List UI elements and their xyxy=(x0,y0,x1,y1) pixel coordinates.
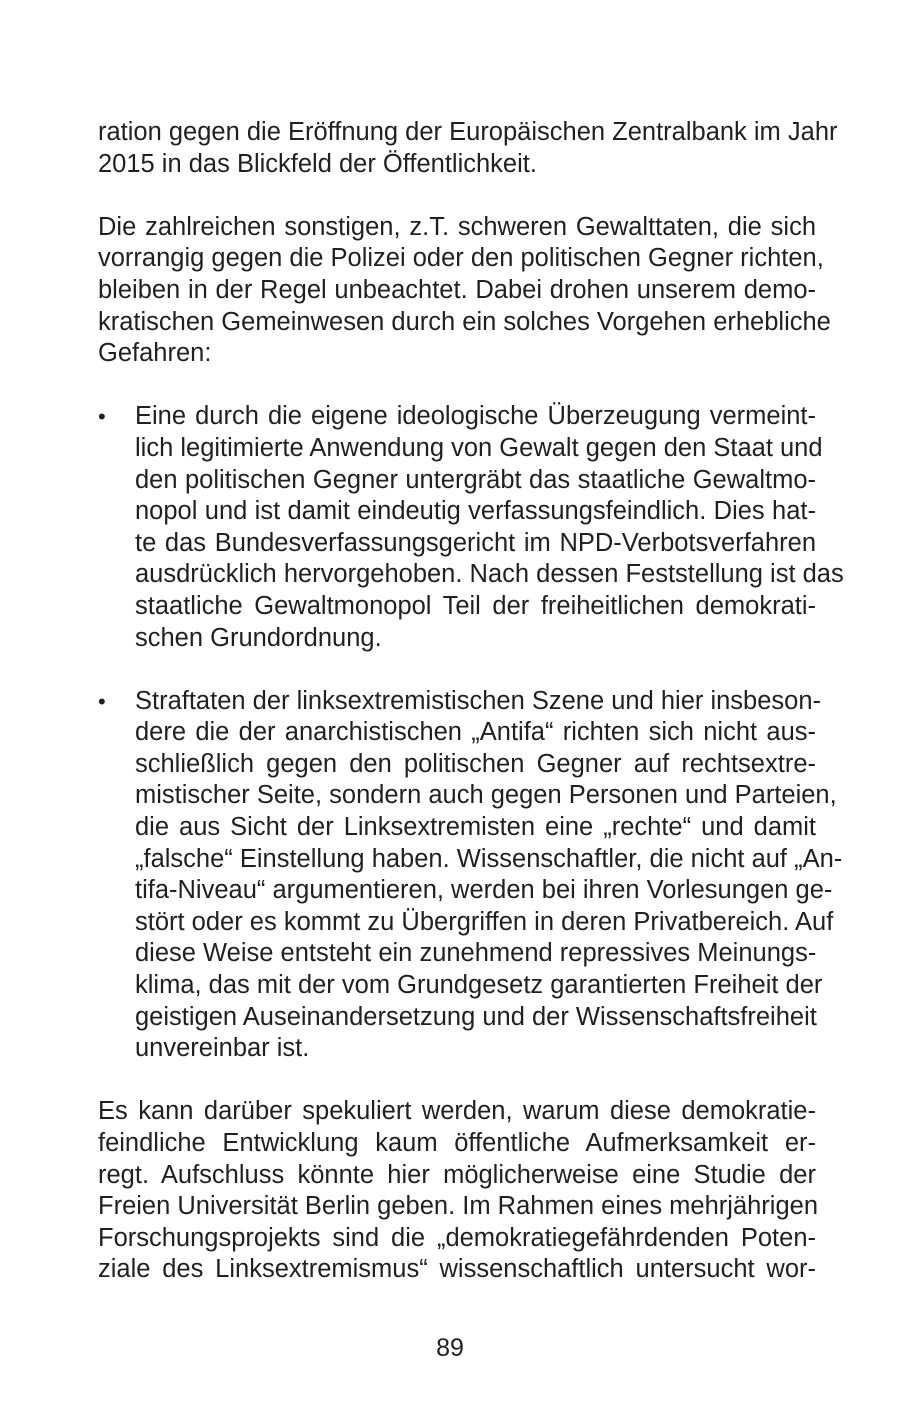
text-line: dere die der anarchistischen „Antifa“ richten sich nicht aus- xyxy=(135,718,816,747)
text-line: tifa-Niveau“ argumentieren, werden bei ihren Vorlesungen ge- xyxy=(135,876,833,905)
text-line: geistigen Auseinandersetzung und der Wissenschaftsfreiheit xyxy=(135,1002,817,1031)
text-line: Es kann darüber spekuliert werden, warum diese demokratie- xyxy=(98,1097,816,1126)
text-line: den politischen Gegner untergräbt das staatliche Gewaltmo- xyxy=(135,465,816,494)
text-line: Freien Universität Berlin geben. Im Rahmen eines mehrjährigen xyxy=(98,1192,819,1221)
paragraph-spacer xyxy=(98,370,816,402)
text-line: staatliche Gewaltmonopol Teil der freiheitlichen demokrati- xyxy=(135,591,816,620)
text-line: Straftaten der linksextremistischen Szene und hier insbeson- xyxy=(135,686,822,715)
text-line: mistischer Seite, sondern auch gegen Personen und Parteien, xyxy=(135,781,837,810)
text-line: regt. Aufschluss könnte hier möglicherweise eine Studie der xyxy=(98,1160,816,1189)
text-line: kratischen Gemeinwesen durch ein solches Vorgehen erhebliche xyxy=(98,307,831,336)
intro-paragraph xyxy=(98,117,838,180)
text-line: Eine durch die eigene ideologische Überzeugung vermeint- xyxy=(135,402,816,431)
text-line: diese Weise entsteht ein zunehmend repressives Meinungs- xyxy=(135,939,817,968)
text-line: „falsche“ Einstellung haben. Wissenschaftler, die nicht auf „An- xyxy=(135,844,843,873)
text-line: bleiben in der Regel unbeachtet. Dabei drohen unserem demo- xyxy=(98,275,816,304)
paragraph-spacer xyxy=(98,654,816,686)
text-line: stört oder es kommt zu Übergriffen in deren Privatbereich. Auf xyxy=(135,907,834,936)
study-paragraph xyxy=(98,1096,819,1286)
text-line: vorrangig gegen die Polizei oder den politischen Gegner richten, xyxy=(98,244,824,273)
text-line: Die zahlreichen sonstigen, z.T. schweren Gewalttaten, die sich xyxy=(98,212,816,241)
violence-paragraph xyxy=(98,212,831,370)
text-line: ausdrücklich hervorgehoben. Nach dessen Feststellung ist das xyxy=(135,560,844,589)
bullet-icon: • xyxy=(98,404,106,430)
paragraph-spacer xyxy=(98,1065,816,1097)
bullet-item-antifa xyxy=(98,686,843,1065)
text-line: Gefahren: xyxy=(98,339,212,368)
text-line: ziale des Linksextremismus“ wissenschaftlich untersucht wor- xyxy=(98,1255,816,1284)
text-line: lich legitimierte Anwendung von Gewalt gegen den Staat und xyxy=(135,433,823,462)
text-line: ration gegen die Eröffnung der Europäischen Zentralbank im Jahr xyxy=(98,118,838,146)
text-line: 2015 in das Blickfeld der Öffentlichkeit. xyxy=(98,149,537,178)
bullet-item-violence-monopoly xyxy=(98,401,844,654)
text-line: klima, das mit der vom Grundgesetz garantierten Freiheit der xyxy=(135,971,823,1000)
text-line: feindliche Entwicklung kaum öffentliche Aufmerksamkeit er- xyxy=(98,1129,816,1157)
text-line: te das Bundesverfassungsgericht im NPD-Verbotsverfahren xyxy=(135,528,816,557)
page-body xyxy=(98,117,844,1286)
text-line: die aus Sicht der Linksextremisten eine „rechte“ und damit xyxy=(135,813,816,842)
text-line: nopol und ist damit eindeutig verfassungsfeindlich. Dies hat- xyxy=(135,497,816,526)
bullet-icon: • xyxy=(98,688,106,714)
page-number: 89 xyxy=(436,1334,464,1362)
text-line: schließlich gegen den politischen Gegner auf rechtsextre- xyxy=(135,749,816,778)
text-line: Forschungsprojekts sind die „demokratiegefährdenden Poten- xyxy=(98,1223,816,1252)
text-line: unvereinbar ist. xyxy=(135,1034,310,1063)
text-line: schen Grundordnung. xyxy=(135,623,382,652)
paragraph-spacer xyxy=(98,180,816,212)
